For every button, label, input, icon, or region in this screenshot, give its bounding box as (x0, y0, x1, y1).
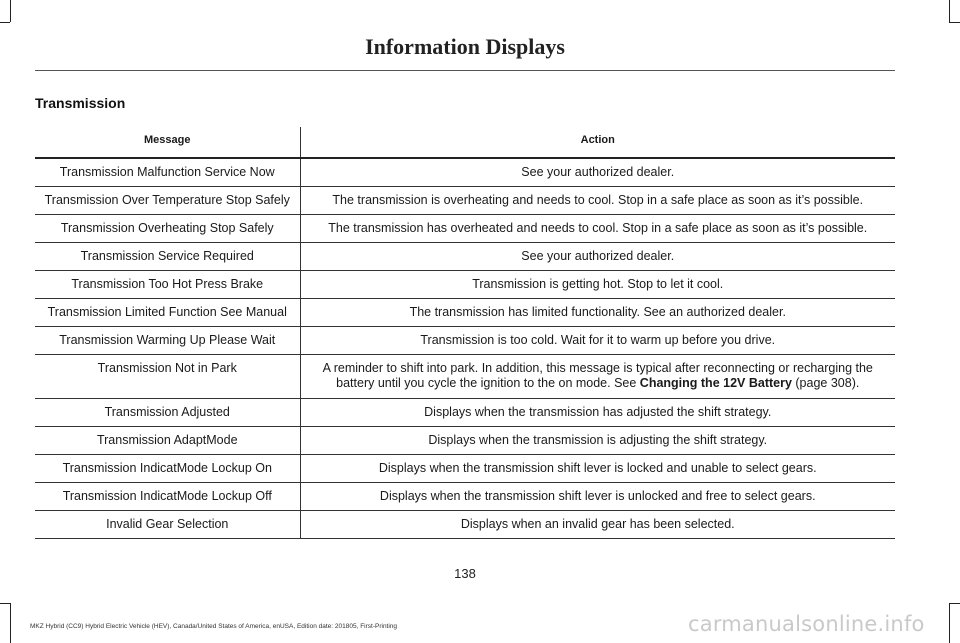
changing-battery-link[interactable]: Changing the 12V Battery (639, 376, 792, 390)
action-cell: Displays when an invalid gear has been selected. (300, 511, 895, 539)
transmission-messages-table (35, 127, 895, 539)
table-row (35, 271, 895, 299)
action-cell: Displays when the transmission shift lever is unlocked and free to select gears. (300, 483, 895, 511)
table-row (35, 511, 895, 539)
title-divider (35, 70, 895, 71)
message-cell: Transmission IndicatMode Lockup Off (35, 483, 300, 511)
action-cell: The transmission is overheating and needs to cool. Stop in a safe place as soon as it’s possible. (300, 187, 895, 215)
page-title: Information Displays (365, 34, 565, 59)
column-header-message: Message (35, 127, 300, 158)
table-row (35, 327, 895, 355)
action-text: A reminder to shift into park. In addition, this message is typical after reconnecting or recharging the battery until you cycle the ignition to the on mode. See (322, 361, 873, 390)
message-cell: Transmission Too Hot Press Brake (35, 271, 300, 299)
message-cell: Transmission Service Required (35, 243, 300, 271)
table-row (35, 399, 895, 427)
action-text-page-ref: (page 308). (791, 376, 860, 390)
crop-mark-top-left-h (0, 22, 10, 23)
table-header-row (35, 127, 895, 158)
table-row (35, 243, 895, 271)
table-row (35, 158, 895, 187)
table-row (35, 355, 895, 399)
message-cell: Transmission Not in Park (35, 355, 300, 399)
message-cell: Transmission IndicatMode Lockup On (35, 455, 300, 483)
page-number: 138 (454, 566, 476, 581)
action-cell: See your authorized dealer. (300, 158, 895, 187)
section-heading: Transmission (35, 95, 126, 111)
crop-mark-top-right-v (949, 0, 950, 22)
table-row (35, 215, 895, 243)
message-cell: Transmission Limited Function See Manual (35, 299, 300, 327)
table-row (35, 427, 895, 455)
crop-mark-bottom-right-v (949, 603, 950, 643)
action-cell: Transmission is getting hot. Stop to let it cool. (300, 271, 895, 299)
crop-mark-top-right-h (949, 22, 960, 23)
column-header-action: Action (300, 127, 895, 158)
table-row (35, 455, 895, 483)
crop-mark-bottom-left-h (0, 603, 10, 604)
message-cell: Transmission AdaptMode (35, 427, 300, 455)
table-row (35, 187, 895, 215)
action-cell: Displays when the transmission has adjusted the shift strategy. (300, 399, 895, 427)
message-cell: Invalid Gear Selection (35, 511, 300, 539)
action-cell: Displays when the transmission shift lever is locked and unable to select gears. (300, 455, 895, 483)
message-cell: Transmission Warming Up Please Wait (35, 327, 300, 355)
message-cell: Transmission Overheating Stop Safely (35, 215, 300, 243)
table-row (35, 483, 895, 511)
crop-mark-top-left-v (10, 0, 11, 22)
crop-mark-bottom-right-h (949, 603, 960, 604)
action-cell: See your authorized dealer. (300, 243, 895, 271)
action-cell: The transmission has overheated and needs to cool. Stop in a safe place as soon as it’s possible. (300, 215, 895, 243)
action-cell (300, 355, 895, 399)
message-cell: Transmission Malfunction Service Now (35, 158, 300, 187)
table-row (35, 299, 895, 327)
edition-footer: MKZ Hybrid (CC9) Hybrid Electric Vehicle (HEV), Canada/United States of America, enUSA, Edition date: 201805, First-Printing (30, 623, 398, 630)
message-cell: Transmission Over Temperature Stop Safely (35, 187, 300, 215)
action-cell: Displays when the transmission is adjusting the shift strategy. (300, 427, 895, 455)
action-cell: Transmission is too cold. Wait for it to warm up before you drive. (300, 327, 895, 355)
crop-mark-bottom-left-v (10, 603, 11, 643)
message-cell: Transmission Adjusted (35, 399, 300, 427)
action-cell: The transmission has limited functionality. See an authorized dealer. (300, 299, 895, 327)
watermark-logo: carmanualsonline.info (688, 612, 925, 636)
